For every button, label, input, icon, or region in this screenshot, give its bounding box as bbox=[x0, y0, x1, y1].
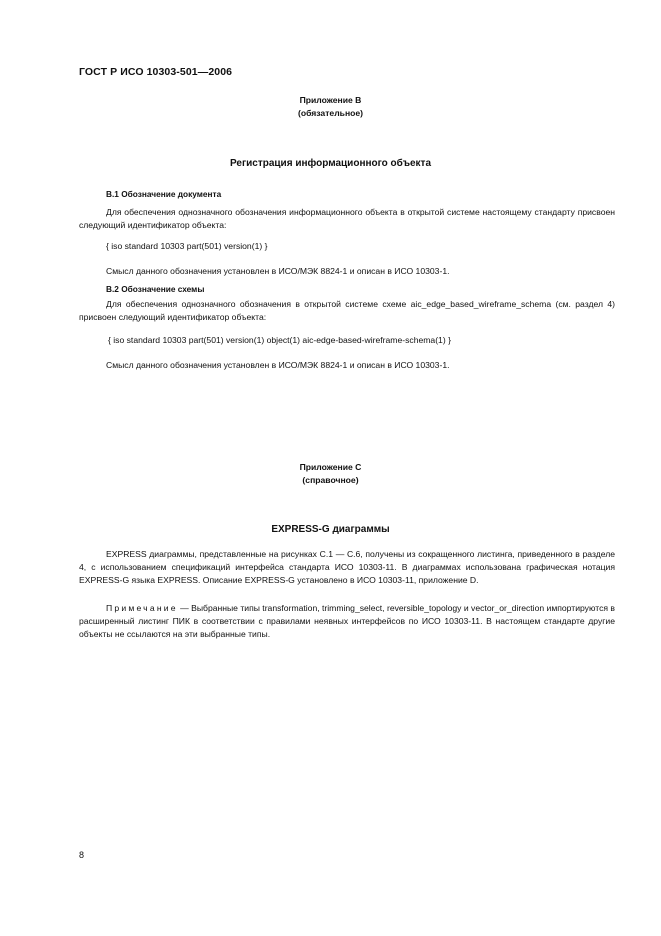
annex-c-title: Приложение С bbox=[299, 462, 362, 472]
section-b1-title: В.1 Обозначение документа bbox=[106, 189, 222, 199]
section-b2-paragraph: Для обеспечения однозначного обозначения в открытой системе схеме aic_edge_based_wireframe_schema (см. раздел 4) присвоен следующий идентификатор объекта: bbox=[79, 299, 615, 322]
annex-b-title: Приложение В bbox=[299, 95, 362, 105]
section-b2-identifier: { iso standard 10303 part(501) version(1) object(1) aic-edge-based-wireframe-schema(1) } bbox=[108, 335, 451, 345]
section-b1-paragraph: Для обеспечения однозначного обозначения информационного объекта в открытой системе настоящему стандарту присвоен следующий идентификатор объекта: bbox=[79, 207, 615, 230]
page-number: 8 bbox=[79, 850, 85, 860]
section-b1-identifier: { iso standard 10303 part(501) version(1) } bbox=[106, 241, 268, 251]
annex-c-paragraph: EXPRESS диаграммы, представленные на рисунках С.1 — С.6, получены из сокращенного листинга, приведенного в разделе 4, с использованием спецификаций интерфейса стандарта ИСО 10303-11. В диаграммах использована графическая нотация EXPRESS-G языка EXPRESS. Описание EXPRESS-G установлено в ИСО 10303-11, приложение D. bbox=[79, 549, 615, 585]
section-b2-title: В.2 Обозначение схемы bbox=[106, 284, 205, 294]
annex-c-heading: EXPRESS-G диаграммы bbox=[271, 524, 390, 535]
annex-b-status: (обязательное) bbox=[297, 108, 364, 118]
note-label: Примечание bbox=[106, 603, 178, 613]
document-header: ГОСТ Р ИСО 10303-501—2006 bbox=[79, 66, 233, 78]
section-b2-meaning: Смысл данного обозначения установлен в ИСО/МЭК 8824-1 и описан в ИСО 10303-1. bbox=[106, 360, 450, 370]
annex-b-heading: Регистрация информационного объекта bbox=[229, 158, 432, 169]
note-text: — Выбранные типы transformation, trimming_select, reversible_topology и vector_or_direction импортируются в расширенный листинг ПИК в соответствии с правилами неявных интерфейсов по ИСО 10303-11. В настоящем стандарте другие объекты не ссылаются на эти выбранные типы. bbox=[79, 603, 615, 639]
annex-c-status: (справочное) bbox=[302, 475, 359, 485]
section-b1-meaning: Смысл данного обозначения установлен в ИСО/МЭК 8824-1 и описан в ИСО 10303-1. bbox=[106, 266, 450, 276]
annex-c-note bbox=[79, 602, 615, 641]
